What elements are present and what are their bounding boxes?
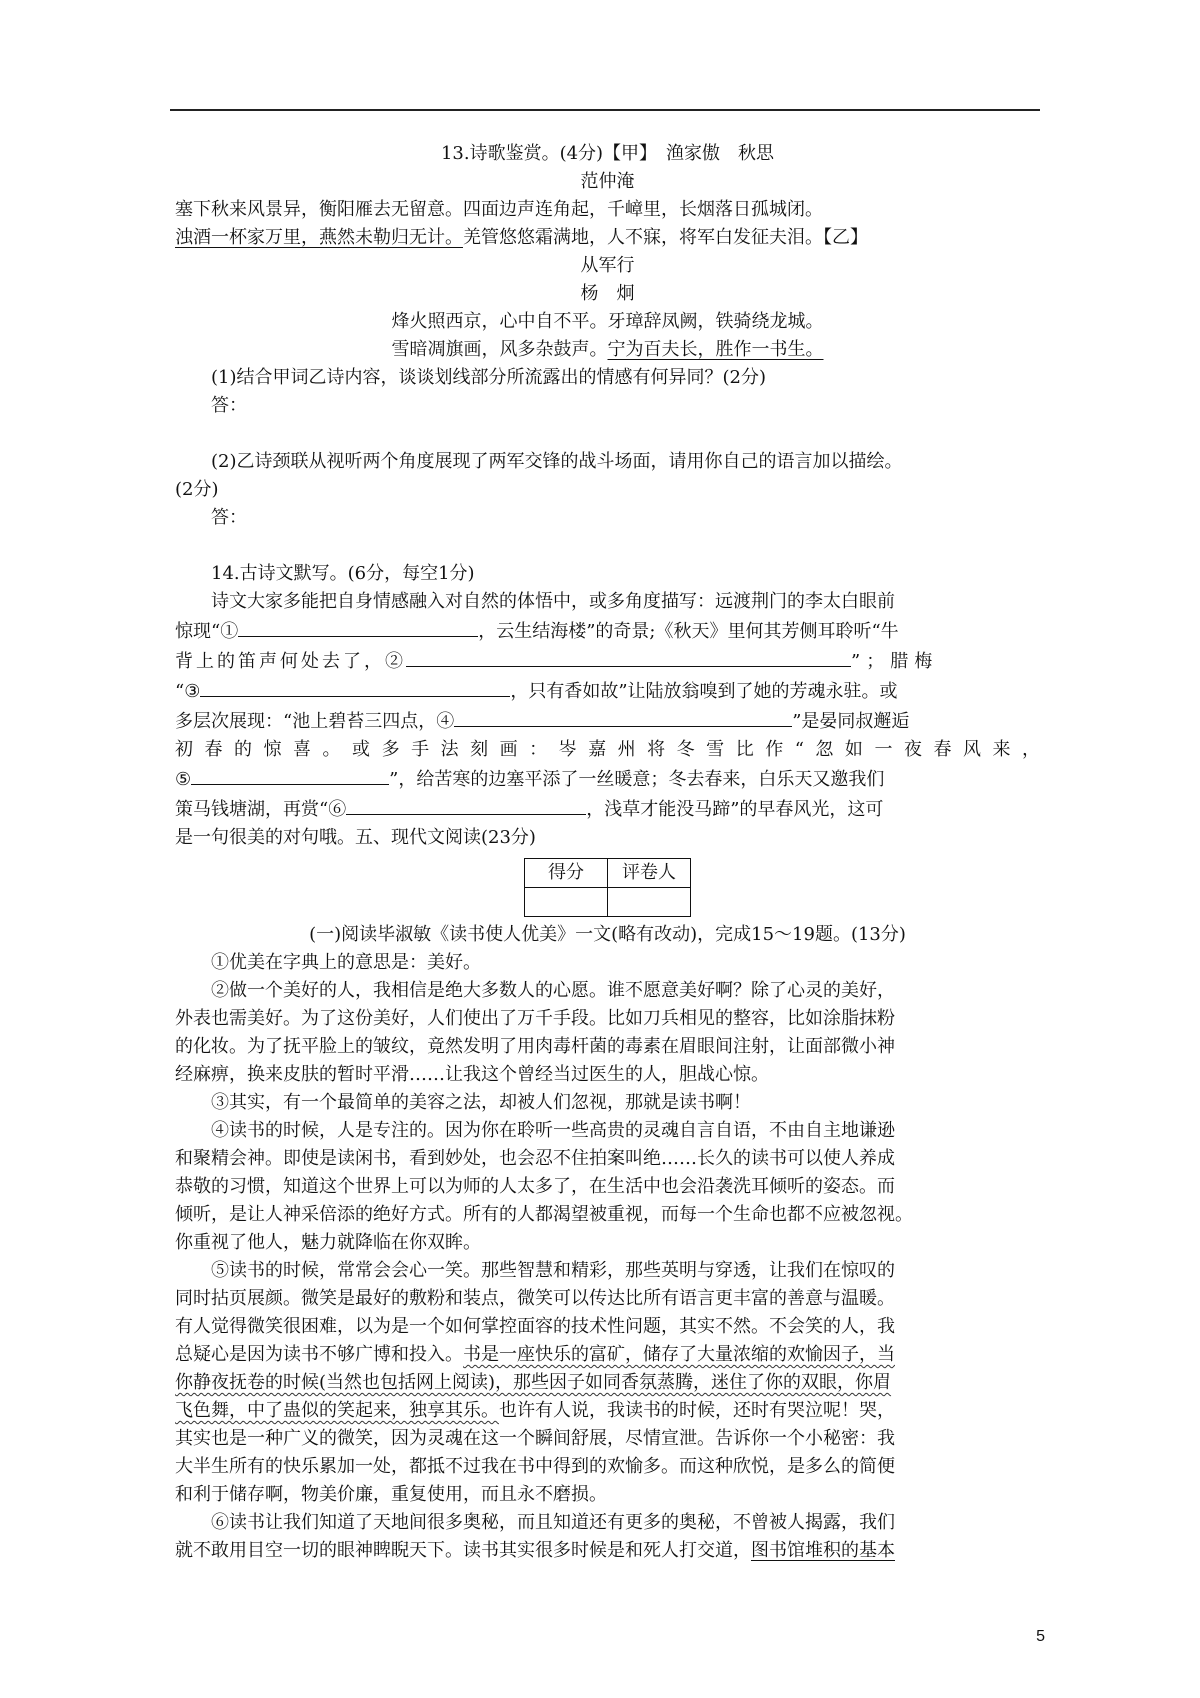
para-4-line: 你重视了他人，魅力就降临在你双眸。: [175, 1232, 481, 1253]
q14-line-4: [175, 676, 1040, 706]
q14-text: 惊现“①: [175, 621, 239, 642]
para-5-line: [175, 1397, 1040, 1425]
score-cell[interactable]: [525, 888, 608, 917]
grader-header: 评卷人: [608, 859, 691, 888]
para-5-wavy-text: 你静夜抚卷的时候(当然也包括网上阅读)，那些因子如同香氛蒸腾，迷住了你的双眼，你眉: [175, 1372, 892, 1393]
q14-heading: 14.古诗文默写。(6分，每空1分): [211, 563, 475, 584]
blank-3[interactable]: [200, 676, 510, 697]
q13-answer-2: 答：: [211, 507, 247, 528]
blank-6[interactable]: [346, 794, 586, 815]
q13-answer-1: 答：: [211, 395, 247, 416]
poem-b-underlined: 宁为百夫长，胜作一书生。: [607, 339, 824, 360]
poem-a-line-2: [175, 224, 1040, 252]
blank-4[interactable]: [454, 706, 792, 727]
poem-a-line-1: 塞下秋来风景异，衡阳雁去无留意。四面边声连角起，千嶂里，长烟落日孤城闭。: [175, 199, 823, 220]
poem-a-underlined: 浊酒一杯家万里，燕然未勒归无计。: [175, 227, 463, 248]
para-3: ③其实，有一个最简单的美容之法，却被人们忽视，那就是读书啊！: [211, 1092, 751, 1113]
q14-text: ”，给苦寒的边塞平添了一丝暖意；冬去春来，白乐天又邀我们: [389, 769, 885, 790]
q13-sub2-points: (2分): [175, 479, 219, 500]
poem-a-line-2-rest: 羌管悠悠霜满地，人不寐，将军白发征夫泪。【乙】: [463, 227, 868, 248]
para-5-line: 有人觉得微笑很困难，以为是一个如何掌控面容的技术性问题，其实不然。不会笑的人，我: [175, 1316, 895, 1337]
para-4-line: 和聚精会神。即使是读闲书，看到妙处，也会忍不住拍案叫绝……长久的读书可以使人养成: [175, 1148, 895, 1169]
poem-b-line-2-plain: 雪暗凋旗画，风多杂鼓声。: [391, 339, 608, 360]
q14-line-2: [175, 616, 1040, 646]
para-5-line: 同时拈页展颜。微笑是最好的敷粉和装点，微笑可以传达比所有语言更丰富的善意与温暖。: [175, 1288, 895, 1309]
q14-text: ⑤: [175, 769, 192, 790]
blank-5[interactable]: [191, 764, 389, 785]
para-1: ①优美在字典上的意思是：美好。: [211, 952, 481, 973]
page-number: 5: [1036, 1628, 1045, 1645]
score-table: [524, 858, 691, 917]
para-6-text: 就不敢用目空一切的眼神睥睨天下。读书其实很多时候是和死人打交道，: [175, 1540, 751, 1561]
poem-b-author: 杨 炯: [580, 283, 635, 304]
blank-1[interactable]: [238, 616, 478, 637]
para-4-line: 恭敬的习惯，知道这个世界上可以为师的人太多了，在生活中也会沿袭洗耳倾听的姿态。而: [175, 1176, 895, 1197]
para-2-line: 外表也需美好。为了这份美好，人们使出了万千手段。比如刀兵相见的整容，比如涂脂抹粉: [175, 1008, 895, 1029]
q13-sub2: (2)乙诗颈联从视听两个角度展现了两军交锋的战斗场面，请用你自己的语言加以描绘。: [211, 451, 903, 472]
score-header: 得分: [525, 859, 608, 888]
para-2-line: 经麻痹，换来皮肤的暂时平滑……让我这个曾经当过医生的人，胆战心惊。: [175, 1064, 769, 1085]
q14-text: ，云生结海楼”的奇景;《秋天》里何其芳侧耳聆听“牛: [478, 621, 899, 642]
para-4-line: 倾听，是让人神采倍添的绝好方式。所有的人都渴望被重视，而每一个生命也都不应被忽视。: [175, 1204, 913, 1225]
q14-line-9: 是一句很美的对句哦。五、现代文阅读(23分): [175, 827, 536, 848]
para-5-wavy-text: 书是一座快乐的富矿，储存了大量浓缩的欢愉因子，当: [463, 1344, 895, 1365]
q14-line-5: [175, 706, 1040, 736]
para-5-line: ⑤读书的时候，常常会会心一笑。那些智慧和精彩，那些英明与穿透，让我们在惊叹的: [211, 1260, 895, 1281]
para-5-line: 其实也是一种广义的微笑，因为灵魂在这一个瞬间舒展，尽情宣泄。告诉你一个小秘密：我: [175, 1428, 895, 1449]
para-5-wavy-text: 飞色舞，中了蛊似的笑起来，独享其乐。: [175, 1400, 499, 1421]
reading-intro: (一)阅读毕淑敏《读书使人优美》一文(略有改动)，完成15～19题。(13分): [309, 924, 906, 945]
para-5-line: 大半生所有的快乐累加一处，都抵不过我在书中得到的欢愉多。而这种欣悦，是多么的简便: [175, 1456, 895, 1477]
para-4-line: ④读书的时候，人是专注的。因为你在聆听一些高贵的灵魂自言自语，不由自主地谦逊: [211, 1120, 895, 1141]
blank-2[interactable]: [406, 646, 851, 667]
q14-text: 背上的笛声何处去了，②: [175, 651, 406, 672]
para-6-underlined: 图书馆堆积的基本: [751, 1540, 895, 1561]
q14-line-8: [175, 794, 1040, 824]
q14-text: ，只有香如故”让陆放翁嗅到了她的芳魂永驻。或: [510, 681, 898, 702]
para-2-line: 的化妆。为了抚平脸上的皱纹，竟然发明了用肉毒杆菌的毒素在眉眼间注射，让面部微小神: [175, 1036, 895, 1057]
para-6-line: [175, 1537, 1040, 1565]
para-5-line: 和利于储存啊，物美价廉，重复使用，而且永不磨损。: [175, 1484, 607, 1505]
q14-text: “③: [175, 681, 201, 702]
grader-cell[interactable]: [608, 888, 691, 917]
header-rule: [170, 109, 1040, 111]
para-5-line: [175, 1341, 1040, 1369]
score-box: [175, 858, 1040, 917]
q14-text: ”；腊梅: [851, 651, 939, 672]
para-5-text: 也许有人说，我读书的时候，还时有哭泣呢！哭，: [499, 1400, 895, 1421]
q14-text: 多层次展现：“池上碧苔三四点，④: [175, 711, 455, 732]
poem-b-title: 从军行: [580, 255, 635, 276]
poem-b-line-2: [175, 336, 1040, 364]
q14-text: ”是晏同叔邂逅: [792, 711, 910, 732]
q14-line-6: 初春的惊喜。或多手法刻画：岑嘉州将冬雪比作“忽如一夜春风来，: [175, 739, 1040, 760]
q14-text: 策马钱塘湖，再赏“⑥: [175, 799, 347, 820]
q14-line-1: 诗文大家多能把自身情感融入对自然的体悟中，或多角度描写：远渡荆门的李太白眼前: [211, 591, 895, 612]
para-5-text: 总疑心是因为读书不够广博和投入。: [175, 1344, 463, 1365]
q14-line-7: [175, 764, 1040, 794]
para-5-line: [175, 1369, 1040, 1397]
q13-heading: 13.诗歌鉴赏。(4分)【甲】 渔家傲 秋思: [440, 143, 775, 164]
poem-a-author: 范仲淹: [580, 171, 635, 192]
para-2-line: ②做一个美好的人，我相信是绝大多数人的心愿。谁不愿意美好啊？除了心灵的美好，: [211, 980, 895, 1001]
q14-text: ，浅草才能没马蹄”的早春风光，这可: [586, 799, 884, 820]
para-6-line: ⑥读书让我们知道了天地间很多奥秘，而且知道还有更多的奥秘，不曾被人揭露，我们: [211, 1512, 895, 1533]
q13-sub1: (1)结合甲词乙诗内容，谈谈划线部分所流露出的情感有何异同？(2分): [211, 367, 766, 388]
exam-page: [175, 140, 1040, 1565]
poem-b-line-1: 烽火照西京，心中自不平。牙璋辞凤阙，铁骑绕龙城。: [391, 311, 824, 332]
q14-line-3: [175, 646, 1040, 676]
